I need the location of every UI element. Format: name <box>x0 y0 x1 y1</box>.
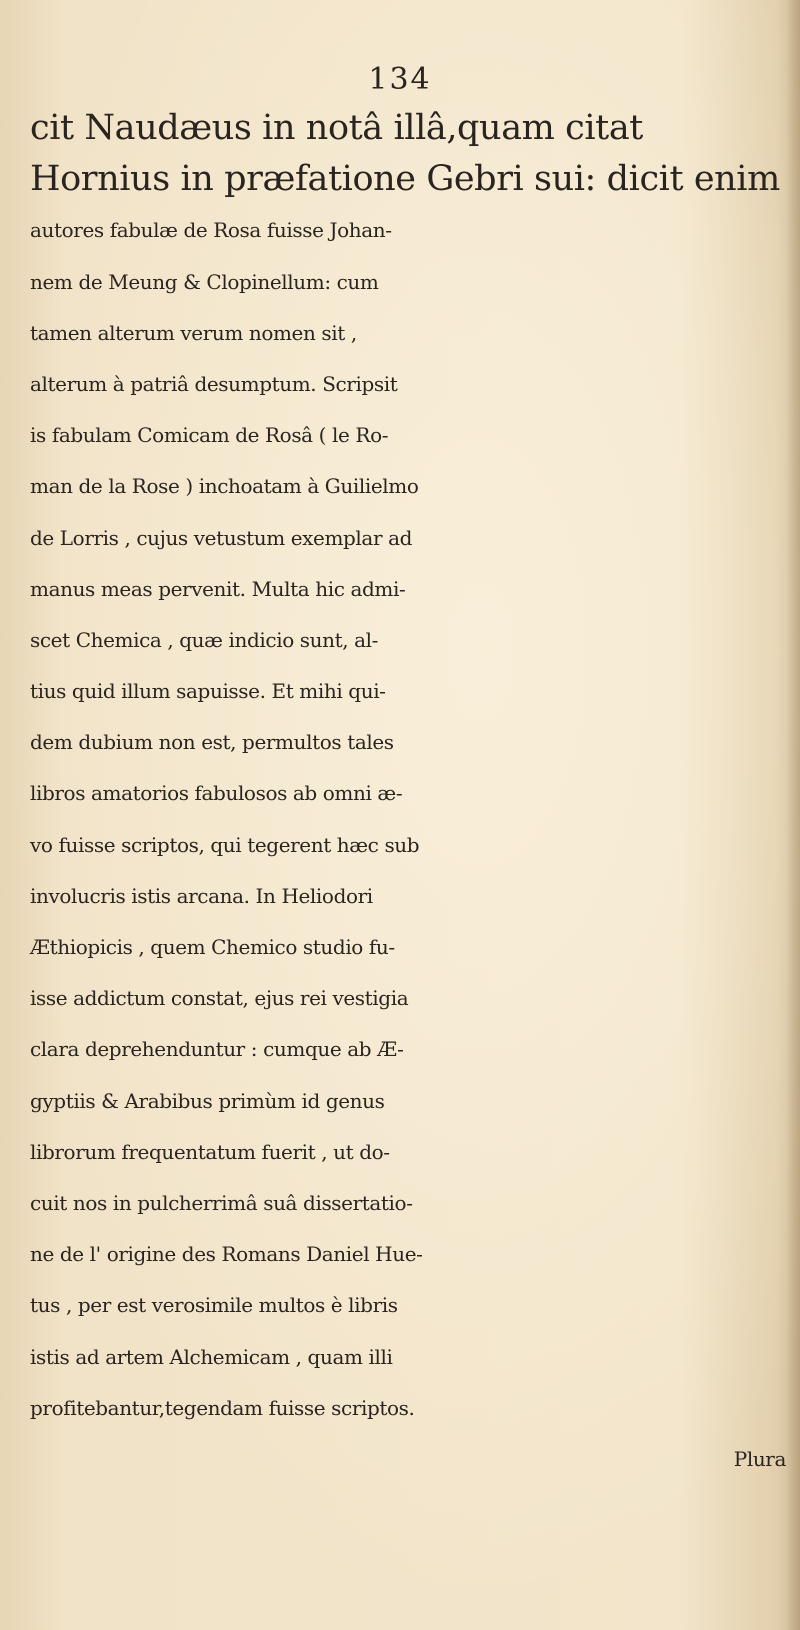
text-line: istis ad artem Alchemicam , quam illi <box>30 1344 393 1369</box>
text-line: tamen alterum verum nomen sit , <box>30 320 357 345</box>
text-line: libros amatorios fabulosos ab omni æ- <box>30 781 403 806</box>
text-line: cuit nos in pulcherrimâ suâ dissertatio- <box>30 1190 413 1215</box>
text-line: man de la Rose ) inchoatam à Guilielmo <box>30 474 419 499</box>
text-line: ne de l' origine des Romans Daniel Hue- <box>30 1242 423 1267</box>
text-line: involucris istis arcana. In Heliodori <box>30 883 373 908</box>
catchword: Plura <box>733 1446 786 1471</box>
text-line: alterum à patriâ desumptum. Scripsit <box>30 371 398 396</box>
text-line: isse addictum constat, ejus rei vestigia <box>30 986 409 1011</box>
text-line: tius quid illum sapuisse. Et mihi qui- <box>30 679 386 704</box>
text-line: gyptiis & Arabibus primùm id genus <box>30 1088 385 1113</box>
text-line: is fabulam Comicam de Rosâ ( le Ro- <box>30 423 389 448</box>
text-line: autores fabulæ de Rosa fuisse Johan- <box>30 218 392 243</box>
text-line: de Lorris , cujus vetustum exemplar ad <box>30 525 412 550</box>
text-line: nem de Meung & Clopinellum: cum <box>30 269 379 294</box>
text-line: vo fuisse scriptos, qui tegerent hæc sub <box>30 832 420 857</box>
text-line: Æthiopicis , quem Chemico studio fu- <box>30 935 395 960</box>
text-line: manus meas pervenit. Multa hic admi- <box>30 576 406 601</box>
text-line: dem dubium non est, permultos tales <box>30 730 394 755</box>
page-number: 134 <box>368 62 432 97</box>
body-text <box>30 103 792 1485</box>
text-line: clara deprehenduntur : cumque ab Æ- <box>30 1037 404 1062</box>
text-line: scet Chemica , quæ indicio sunt, al- <box>30 627 379 652</box>
text-line: librorum frequentatum fuerit , ut do- <box>30 1139 390 1164</box>
text-line: cit Naudæus in notâ illâ,quam citat Hornius in præfatione Gebri sui: dicit enim <box>30 108 780 200</box>
text-line: tus , per est verosimile multos è libris <box>30 1293 398 1318</box>
text-line: profitebantur,tegendam fuisse scriptos. <box>30 1395 415 1420</box>
